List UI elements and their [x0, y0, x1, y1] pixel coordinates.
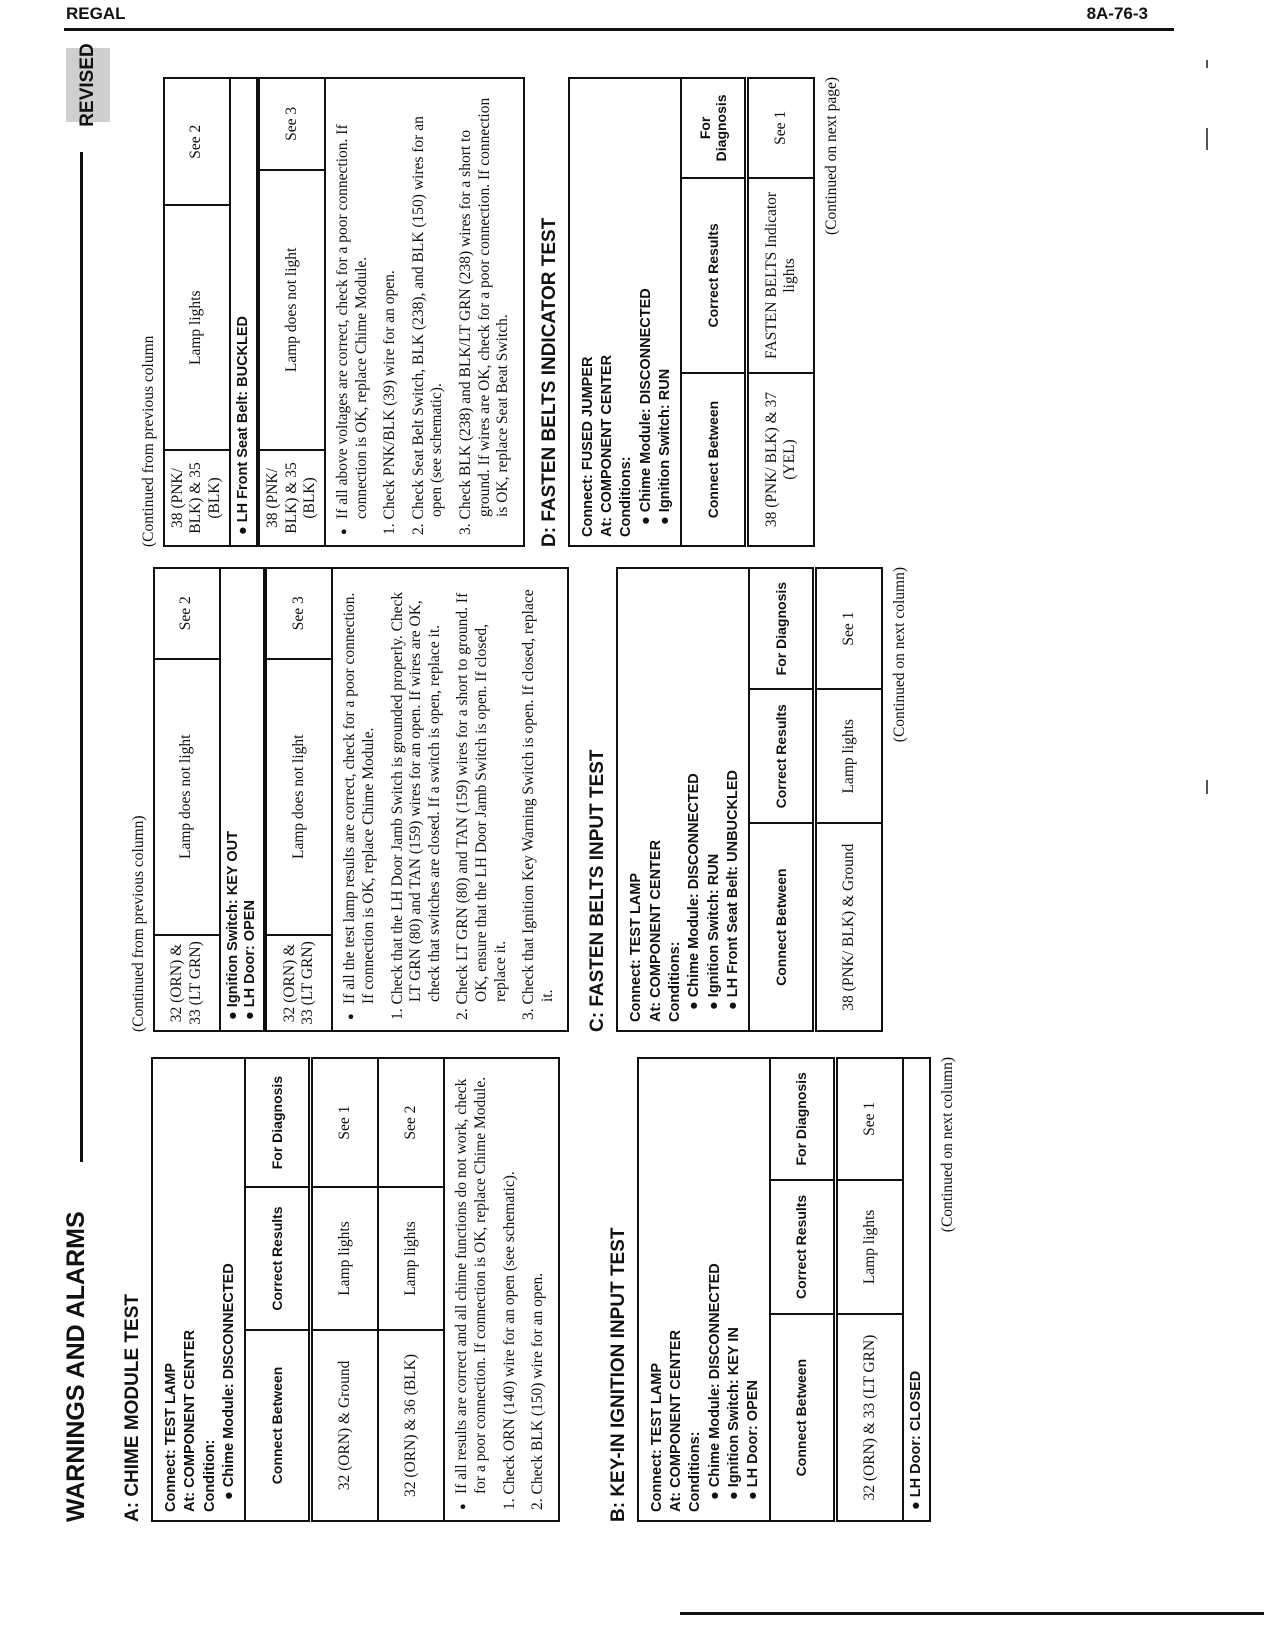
- section-c-table-cont: [163, 77, 231, 547]
- cell-result: Lamp does not light: [266, 659, 332, 935]
- section-b-setup: [637, 1057, 769, 1522]
- col-header-connect: Connect Between: [681, 373, 747, 546]
- section-d-condition: ● Ignition Switch: RUN: [657, 368, 674, 525]
- section-b-condition: ● LH Door: OPEN: [745, 1380, 762, 1500]
- cell-diagnosis: See 2: [154, 568, 220, 659]
- cell-result: Lamp lights: [311, 1187, 379, 1330]
- section-a-table: [244, 1057, 445, 1522]
- note-item: 1. Check ORN (140) wire for an open (see schematic).: [500, 1171, 518, 1510]
- table-row: [259, 78, 325, 546]
- col-header-results: Correct Results: [681, 178, 747, 373]
- column-3: [140, 77, 842, 547]
- col-header-diagnosis: For Diagnosis: [749, 568, 815, 689]
- col-header-results: Correct Results: [245, 1187, 311, 1330]
- section-c-table-cont-2: [258, 77, 326, 547]
- section-c-condition: ● Ignition Switch: RUN: [705, 853, 722, 1010]
- section-b-title: B: KEY-IN IGNITION INPUT TEST: [607, 1227, 629, 1522]
- section-a-title: A: CHIME MODULE TEST: [122, 1294, 143, 1522]
- cell-connect: 38 (PNK/ BLK) & 35 (BLK): [259, 450, 325, 546]
- table-row: [266, 568, 332, 1031]
- table-row: [378, 1058, 444, 1521]
- section-b-table: [769, 1057, 904, 1522]
- section-b-at: At: COMPONENT CENTER: [667, 1329, 684, 1512]
- note-bullet: ● If all above voltages are correct, check for a poor connection. If connection is OK, replace Chime Module.: [334, 89, 371, 535]
- section-b-condition: ● Ignition Switch: KEY IN: [726, 1327, 743, 1500]
- cell-connect: 32 (ORN) & 33 (LT GRN): [154, 935, 220, 1031]
- cell-result: Lamp lights: [164, 205, 230, 450]
- cell-connect: 38 (PNK/ BLK) & Ground: [815, 823, 883, 1031]
- section-a-condition-label: Condition:: [201, 1439, 218, 1512]
- section-b-table-cont: [153, 567, 221, 1032]
- cell-connect: 38 (PNK/ BLK) & 35 (BLK): [164, 450, 230, 546]
- note-item: 2. Check LT GRN (80) and TAN (159) wires for a short to ground. If OK, ensure that the LH Door Jamb Switch is open. If closed, replace it.: [454, 592, 509, 1020]
- table-row: [835, 1058, 903, 1521]
- col-header-diagnosis: For Diagnosis: [770, 1058, 836, 1180]
- header-model: REGAL: [66, 4, 126, 23]
- note-item: 1. Check PNK/BLK (39) wire for an open.: [381, 270, 399, 535]
- col-header-results: Correct Results: [749, 689, 815, 823]
- cell-diagnosis: See 1: [747, 78, 815, 178]
- table-row: [154, 568, 220, 1031]
- table-row: [311, 1058, 379, 1521]
- note-bullet: ● If all results are correct and all chime functions do not work, check for a poor connection. If connection is OK, replace Chime Module.: [453, 1069, 490, 1510]
- cell-diagnosis: See 2: [164, 78, 230, 205]
- cell-diagnosis: See 1: [815, 568, 883, 689]
- header-page-number: 8A-76-3: [1086, 4, 1148, 23]
- section-b-condition: ● Chime Module: DISCONNECTED: [706, 1263, 723, 1500]
- section-d-table: [680, 77, 815, 547]
- section-b-notes: [333, 567, 569, 1032]
- column-2: [130, 567, 910, 1032]
- section-b-connect: Connect: TEST LAMP: [648, 1362, 665, 1512]
- note-item: 3. Check that Ignition Key Warning Switch is open. If closed, replace it.: [520, 589, 556, 1020]
- section-c-condition-row: ● LH Front Seat Belt: BUCKLED: [231, 77, 258, 547]
- section-c-at: At: COMPONENT CENTER: [647, 839, 664, 1022]
- section-b-condition-row: ● Ignition Switch: KEY OUT ● LH Door: OPEN: [221, 567, 266, 1032]
- cell-result: Lamp does not light: [154, 659, 220, 935]
- section-b-table-cont-2: [265, 567, 333, 1032]
- section-c-condition: ● Chime Module: DISCONNECTED: [686, 773, 703, 1010]
- cell-diagnosis: See 1: [835, 1058, 903, 1180]
- section-c-connect: Connect: TEST LAMP: [628, 872, 645, 1022]
- section-b-condition-row: ● LH Door: CLOSED: [904, 1057, 931, 1522]
- cell-diagnosis: See 3: [259, 78, 325, 170]
- continued-note: (Continued on next column): [939, 1057, 957, 1233]
- cell-diagnosis: See 2: [378, 1058, 444, 1187]
- continued-note: (Continued from previous column): [130, 815, 147, 1032]
- cell-result: Lamp does not light: [259, 170, 325, 450]
- continued-note: (Continued on next column): [891, 567, 909, 743]
- col-header-connect: Connect Between: [749, 823, 815, 1031]
- note-bullet: ● If all the test lamp results are correct, check for a poor connection. If connection is OK, replace Chime Module.: [341, 579, 378, 1020]
- page-title: WARNINGS AND ALARMS: [62, 1211, 90, 1522]
- cell-result: Lamp lights: [378, 1187, 444, 1330]
- section-c-table: [748, 567, 883, 1032]
- section-c-title: C: FASTEN BELTS INPUT TEST: [587, 749, 609, 1032]
- section-a-at: At: COMPONENT CENTER: [182, 1329, 199, 1512]
- section-b-condition-label: Conditions:: [687, 1431, 704, 1512]
- section-c-notes: [326, 77, 525, 547]
- table-row: [815, 568, 883, 1031]
- revised-stamp: REVISED: [66, 48, 110, 122]
- section-a-condition: ● Chime Module: DISCONNECTED: [220, 1263, 237, 1500]
- section-a-connect: Connect: TEST LAMP: [162, 1362, 179, 1512]
- section-a-notes: [445, 1057, 559, 1522]
- section-d-connect: Connect: FUSED JUMPER: [579, 356, 596, 537]
- section-d-condition: ● Chime Module: DISCONNECTED: [637, 288, 654, 525]
- cell-result: Lamp lights: [835, 1180, 903, 1314]
- section-d-at: At: COMPONENT CENTER: [598, 354, 615, 537]
- section-c-setup: [616, 567, 748, 1032]
- cell-diagnosis: See 3: [266, 568, 332, 659]
- cell-connect: 32 (ORN) & 33 (LT GRN): [835, 1314, 903, 1521]
- title-rule: [80, 152, 83, 1162]
- section-d-setup: [568, 77, 681, 547]
- section-d-title: D: FASTEN BELTS INDICATOR TEST: [538, 217, 560, 547]
- cell-result: FASTEN BELTS Indicator lights: [747, 178, 815, 373]
- column-1: [122, 1057, 958, 1522]
- cell-result: Lamp lights: [815, 689, 883, 823]
- section-a-setup: [151, 1057, 245, 1522]
- table-row: [164, 78, 230, 546]
- continued-note: (Continued on next page): [823, 77, 841, 235]
- note-item: 1. Check that the LH Door Jamb Switch is grounded properly. Check LT GRN (80) and TAN (159) wires for an open. If wires are OK, check that switches are closed. If a switch is open, replace it.: [388, 591, 443, 1020]
- cell-connect: 32 (ORN) & 36 (BLK): [378, 1330, 444, 1521]
- col-header-diagnosis: For Diagnosis: [681, 78, 747, 178]
- cell-connect: 38 (PNK/ BLK) & 37 (YEL): [747, 373, 815, 546]
- col-header-connect: Connect Between: [245, 1330, 311, 1521]
- table-row: [747, 78, 815, 546]
- continued-note: (Continued from previous column: [140, 335, 157, 547]
- note-item: 3. Check BLK (238) and BLK/LT GRN (238) wires for a short to ground. If wires are OK, check for a poor connection. If connection is OK, replace Seat Beat Switch.: [456, 97, 512, 535]
- col-header-results: Correct Results: [770, 1180, 836, 1314]
- cell-connect: 32 (ORN) & 33 (LT GRN): [266, 935, 332, 1031]
- col-header-diagnosis: For Diagnosis: [245, 1058, 311, 1187]
- section-d-condition-label: Conditions:: [618, 456, 635, 537]
- section-c-condition: ● LH Front Seat Belt: UNBUCKLED: [725, 770, 742, 1010]
- section-c-condition-label: Conditions:: [666, 941, 683, 1022]
- note-item: 2. Check Seat Belt Switch, BLK (238), and BLK (150) wires for an open (see schematic).: [409, 116, 446, 535]
- col-header-connect: Connect Between: [770, 1314, 836, 1521]
- cell-connect: 32 (ORN) & Ground: [311, 1330, 379, 1521]
- cell-diagnosis: See 1: [311, 1058, 379, 1187]
- note-item: 2. Check BLK (150) wire for an open.: [529, 1272, 547, 1510]
